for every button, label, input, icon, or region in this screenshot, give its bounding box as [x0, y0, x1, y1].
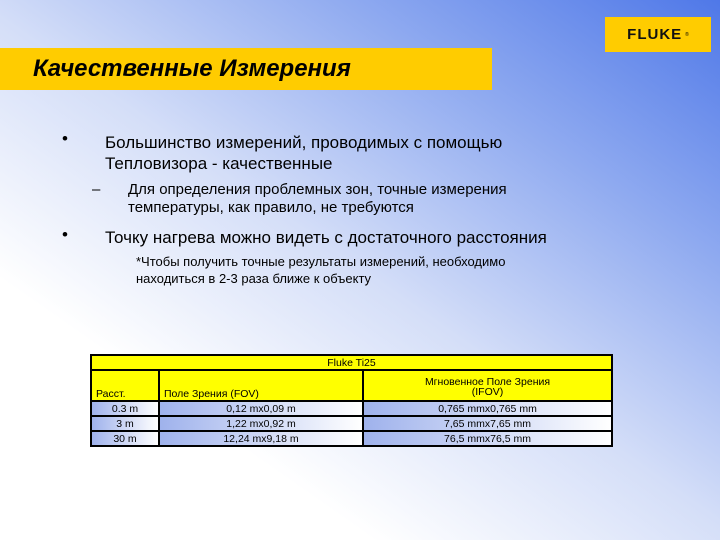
cell-fov: 12,24 mx9,18 m [159, 431, 363, 446]
fluke-logo [605, 17, 711, 52]
table-row [91, 431, 612, 446]
logo-text: FLUKE [627, 26, 683, 43]
cell-fov: 0,12 mx0,09 m [159, 401, 363, 416]
cell-distance: 30 m [91, 431, 159, 446]
bullet-line: Большинство измерений, проводимых с помощью [105, 133, 503, 152]
sub-bullet-text [128, 181, 507, 217]
bullet-marker: • [62, 225, 68, 244]
bullet-text: Точку нагрева можно видеть с достаточного расстояния [105, 228, 547, 247]
bullet-text [105, 132, 502, 174]
bullet-line: температуры, как правило, не требуются [128, 199, 414, 216]
cell-ifov: 0,765 mmx0,765 mm [363, 401, 612, 416]
fov-table [90, 354, 613, 447]
bullet-line: Для определения проблемных зон, точные измерения [128, 181, 507, 198]
cell-ifov: 76,5 mmx76,5 mm [363, 431, 612, 446]
footnote [136, 253, 505, 287]
header-distance: Расст. [91, 370, 159, 401]
table-title: Fluke Ti25 [91, 355, 612, 370]
header-ifov [363, 370, 612, 401]
cell-ifov: 7,65 mmx7,65 mm [363, 416, 612, 431]
bullet-marker: • [62, 129, 68, 148]
header-ifov-line: Мгновенное Поле Зрения [424, 376, 551, 388]
table-row [91, 401, 612, 416]
footnote-line: находиться в 2-3 раза ближе к объекту [136, 271, 372, 286]
cell-distance: 3 m [91, 416, 159, 431]
cell-distance: 0.3 m [91, 401, 159, 416]
header-ifov-line: (IFOV) [471, 386, 504, 398]
header-fov: Поле Зрения (FOV) [159, 370, 363, 401]
cell-fov: 1,22 mx0,92 m [159, 416, 363, 431]
bullet-line: Тепловизора - качественные [105, 154, 333, 173]
slide-title: Качественные Измерения [33, 55, 351, 82]
table-row [91, 416, 612, 431]
registered-mark: ® [685, 31, 689, 38]
sub-bullet-marker: – [92, 181, 101, 198]
footnote-line: *Чтобы получить точные результаты измерений, необходимо [136, 254, 506, 269]
